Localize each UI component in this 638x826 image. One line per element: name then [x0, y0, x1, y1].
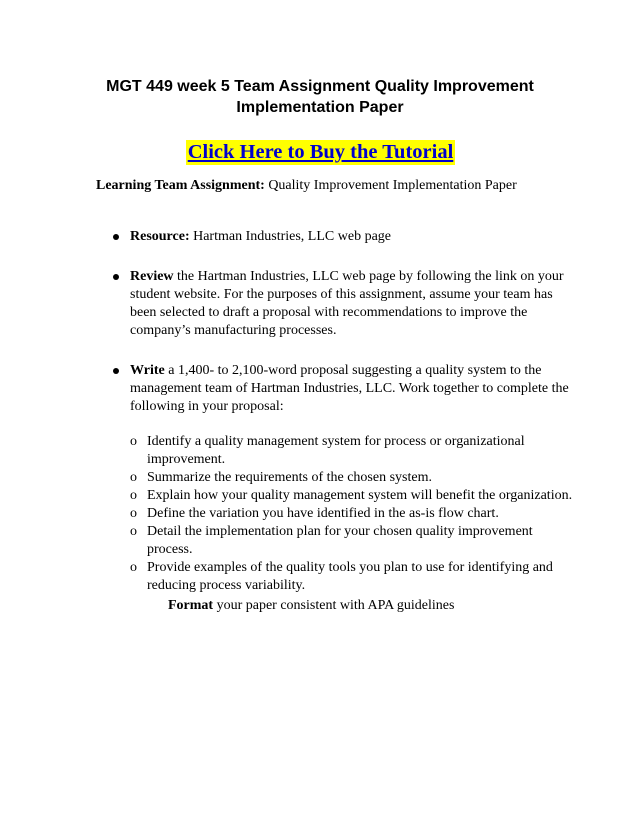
title-line-1: MGT 449 week 5 Team Assignment Quality Improvement [106, 78, 534, 95]
bullet-item-review [113, 268, 573, 340]
requirement-text: Summarize the requirements of the chosen system. [147, 470, 432, 485]
requirement-item [130, 487, 573, 505]
bullet-text: a 1,400- to 2,100-word proposal suggesting a quality system to the management team of Hartman Industries, LLC. Work together to complete the following in your proposal: [130, 363, 569, 414]
format-note [168, 597, 454, 615]
proposal-requirements-list [130, 433, 573, 595]
bullet-icon [113, 234, 119, 240]
requirement-text: Provide examples of the quality tools you plan to use for identifying and reducing process variability. [147, 560, 553, 593]
circle-bullet-icon: o [130, 560, 137, 575]
requirement-item [130, 469, 573, 487]
bullet-text: Hartman Industries, LLC web page [189, 229, 391, 244]
circle-bullet-icon: o [130, 488, 137, 503]
format-label: Format [168, 598, 214, 613]
bullet-label: Write [130, 363, 165, 378]
buy-tutorial-link[interactable]: Click Here to Buy the Tutorial [187, 141, 454, 163]
bullet-label: Review [130, 269, 174, 284]
format-text: your paper consistent with APA guidelines [213, 598, 455, 613]
circle-bullet-icon: o [130, 524, 137, 539]
requirement-text: Explain how your quality management system will benefit the organization. [147, 488, 573, 503]
bullet-item-write [113, 362, 573, 595]
page-title [90, 76, 550, 118]
bullet-label: Resource: [130, 229, 190, 244]
intro-label: Learning Team Assignment: [96, 178, 265, 193]
title-line-2: Implementation Paper [236, 99, 404, 116]
requirement-text: Identify a quality management system for process or organizational improvement. [147, 434, 525, 467]
circle-bullet-icon: o [130, 470, 137, 485]
tutorial-link-container [0, 140, 638, 165]
requirement-item [130, 433, 573, 469]
bullet-item-resource [113, 228, 573, 246]
requirement-item [130, 559, 573, 595]
intro-text: Quality Improvement Implementation Paper [264, 178, 517, 193]
requirement-item [130, 523, 573, 559]
circle-bullet-icon: o [130, 434, 137, 449]
requirement-item [130, 505, 573, 523]
requirement-text: Define the variation you have identified in the as-is flow chart. [147, 506, 499, 521]
bullet-icon [113, 368, 119, 374]
bullet-icon [113, 274, 119, 280]
bullet-text: the Hartman Industries, LLC web page by following the link on your student website. For the purposes of this assignment, assume your team has been selected to draft a proposal with recommendations to improve the company’s manufacturing processes. [130, 269, 564, 338]
assignment-bullet-list [113, 228, 573, 595]
circle-bullet-icon: o [130, 506, 137, 521]
requirement-text: Detail the implementation plan for your chosen quality improvement process. [147, 524, 533, 557]
assignment-intro [96, 177, 517, 195]
